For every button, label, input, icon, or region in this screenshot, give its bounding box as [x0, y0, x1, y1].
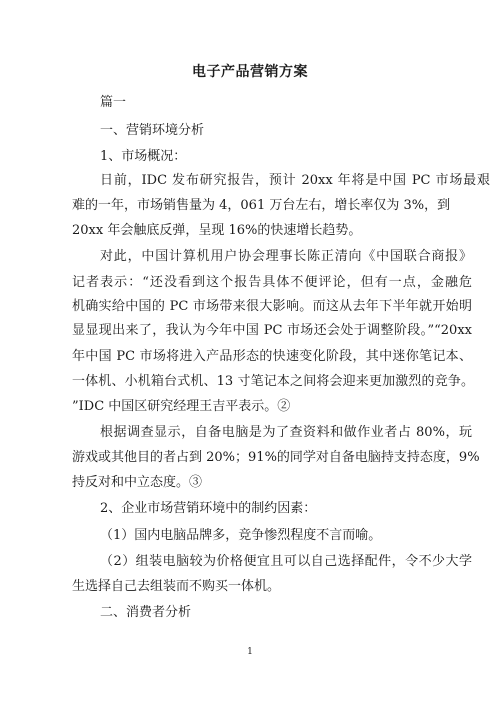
paragraph-line: 20xx 年会触底反弹，呈现 16%的快速增长趋势。: [72, 223, 362, 238]
paragraph-line: 持反对和中立态度。③: [72, 475, 203, 490]
paragraph-line: 生选择自己去组装而不购买一体机。: [72, 579, 281, 594]
paragraph-line: 难的一年，市场销售量为 4，061 万台左右，增长率仅为 3%，到: [72, 198, 451, 213]
paragraph-line: 显显现出来了，我认为今年中国 PC 市场还会处于调整阶段。”“20xx: [72, 323, 472, 338]
paragraph-line: 对此，中国计算机用户协会理事长陈正清向《中国联合商报》: [100, 249, 472, 264]
paragraph-line: 记者表示：“还没看到这个报告具体不便评论，但有一点，金融危: [72, 275, 472, 290]
paragraph-line: 一体机、小机箱台式机、13 寸笔记本之间将会迎来更加激烈的竞争。: [72, 374, 474, 389]
subheading-market-overview: 1、市场概况：: [100, 149, 187, 164]
list-item: （2）组装电脑较为价格便宜且可以自己选择配件，令不少大学: [100, 554, 472, 569]
paragraph-line: ”IDC 中国区研究经理王吉平表示。②: [72, 399, 291, 414]
section-heading-marketing-environment: 一、营销环境分析: [100, 123, 205, 138]
document-title: 电子产品营销方案: [192, 64, 308, 80]
paragraph-line: 机确实给中国的 PC 市场带来很大影响。而这从去年下半年就开始明: [72, 299, 472, 314]
paragraph-line: 日前，IDC 发布研究报告，预计 20xx 年将是中国 PC 市场最艰: [100, 173, 490, 188]
paragraph-line: 游戏或其他目的者占到 20%；91%的同学对自备电脑持支持态度，9%: [72, 450, 480, 465]
subheading-constraints: 2、企业市场营销环境中的制约因素：: [100, 501, 317, 516]
section-heading-part-one: 篇一: [100, 95, 127, 110]
list-item: （1）国内电脑品牌多，竞争惨烈程度不言而喻。: [100, 528, 382, 543]
paragraph-line: 年中国 PC 市场将进入产品形态的快速变化阶段，其中迷你笔记本、: [72, 349, 472, 364]
paragraph-line: 根据调查显示，自备电脑是为了查资料和做作业者占 80%，玩: [100, 425, 472, 440]
section-heading-consumer-analysis: 二、消费者分析: [100, 605, 192, 620]
page-number: 1: [247, 647, 253, 657]
